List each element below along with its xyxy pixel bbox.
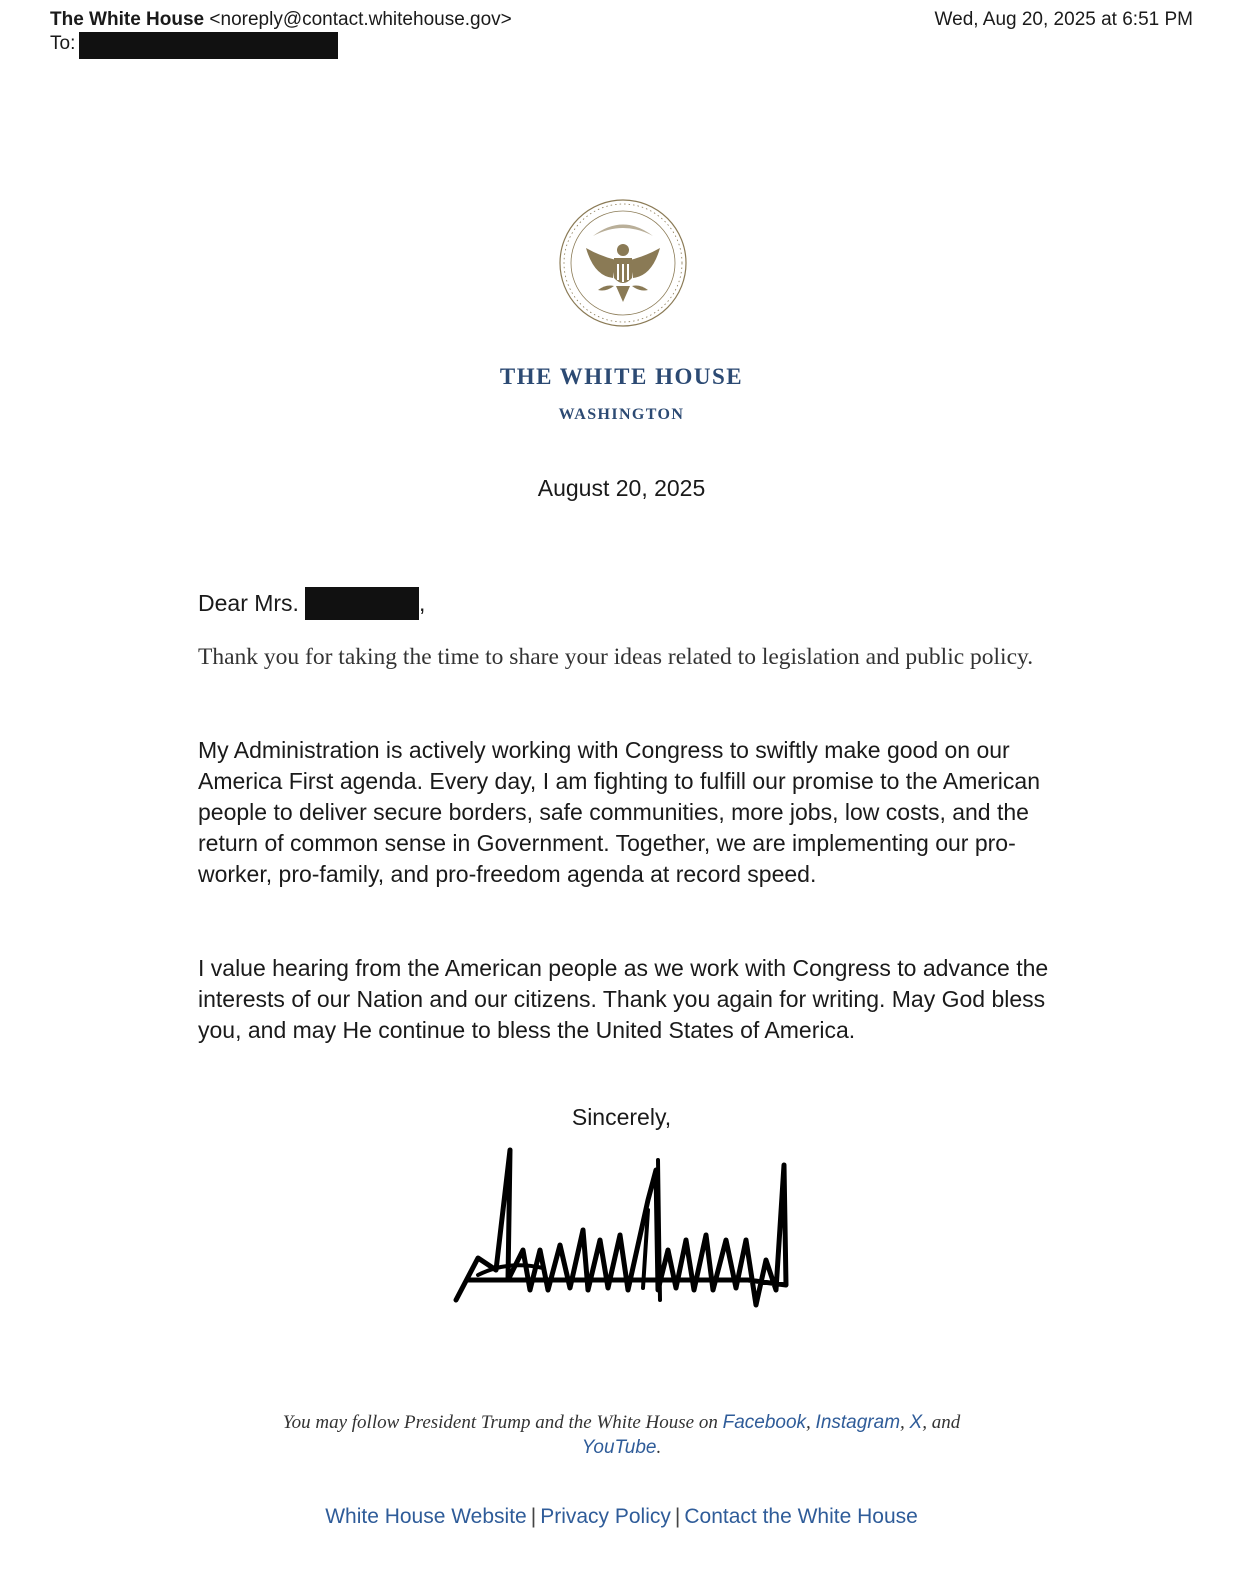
sent-date: Wed, Aug 20, 2025 at 6:51 PM: [934, 9, 1193, 30]
letterhead-subtitle: WASHINGTON: [558, 406, 685, 423]
letter-date: August 20, 2025: [537, 475, 706, 501]
follow-and: , and: [922, 1412, 961, 1433]
white-house-website-link[interactable]: White House Website: [325, 1505, 527, 1528]
x-link[interactable]: X: [909, 1412, 923, 1433]
sender-email[interactable]: <noreply@contact.whitehouse.gov>: [209, 9, 512, 30]
redacted-recipient: [79, 32, 338, 59]
youtube-link[interactable]: YouTube: [581, 1437, 657, 1458]
privacy-policy-link[interactable]: Privacy Policy: [540, 1505, 671, 1528]
footer-separator: |: [530, 1505, 537, 1528]
recipient-line: [50, 33, 338, 59]
sender: [50, 9, 512, 31]
salutation-prefix: Dear Mrs.: [198, 590, 299, 616]
sender-name: The White House: [50, 9, 205, 30]
closing: Sincerely,: [571, 1104, 672, 1130]
instagram-link[interactable]: Instagram: [815, 1412, 901, 1433]
footer-separator: |: [674, 1505, 681, 1528]
salutation-suffix: ,: [418, 590, 426, 616]
presidential-seal-icon: [558, 198, 688, 328]
signature-icon: [448, 1140, 798, 1325]
to-label: To:: [50, 33, 76, 54]
letterhead-title: THE WHITE HOUSE: [499, 364, 744, 389]
footer-links: [0, 1505, 1243, 1529]
paragraph-2: My Administration is actively working with Congress to swiftly make good on our America First agenda. Every day, I am fighting to fulfill our promise to the American people to deliver secure borders, safe communities, more jobs, low costs, and the return of common sense in Government. Together, we are implementing our pro-worker, pro-family, and pro-freedom agenda at record speed.: [198, 737, 1040, 887]
follow-line: You may follow President Trump and the White House on Facebook, Instagram, X, and YouTube.: [282, 1412, 961, 1458]
redacted-name: [305, 587, 419, 620]
paragraph-1: Thank you for taking the time to share your ideas related to legislation and public policy.: [198, 644, 1034, 670]
facebook-link[interactable]: Facebook: [722, 1412, 807, 1433]
paragraph-3: I value hearing from the American people as we work with Congress to advance the interests of our Nation and our citizens. Thank you again for writing. May God bless you, and may He continue to bless the United States of America.: [198, 955, 1049, 1043]
salutation: [198, 587, 425, 620]
follow-text: You may follow President Trump and the White House on: [282, 1412, 718, 1433]
contact-white-house-link[interactable]: Contact the White House: [684, 1505, 918, 1528]
follow-end: .: [656, 1437, 662, 1458]
